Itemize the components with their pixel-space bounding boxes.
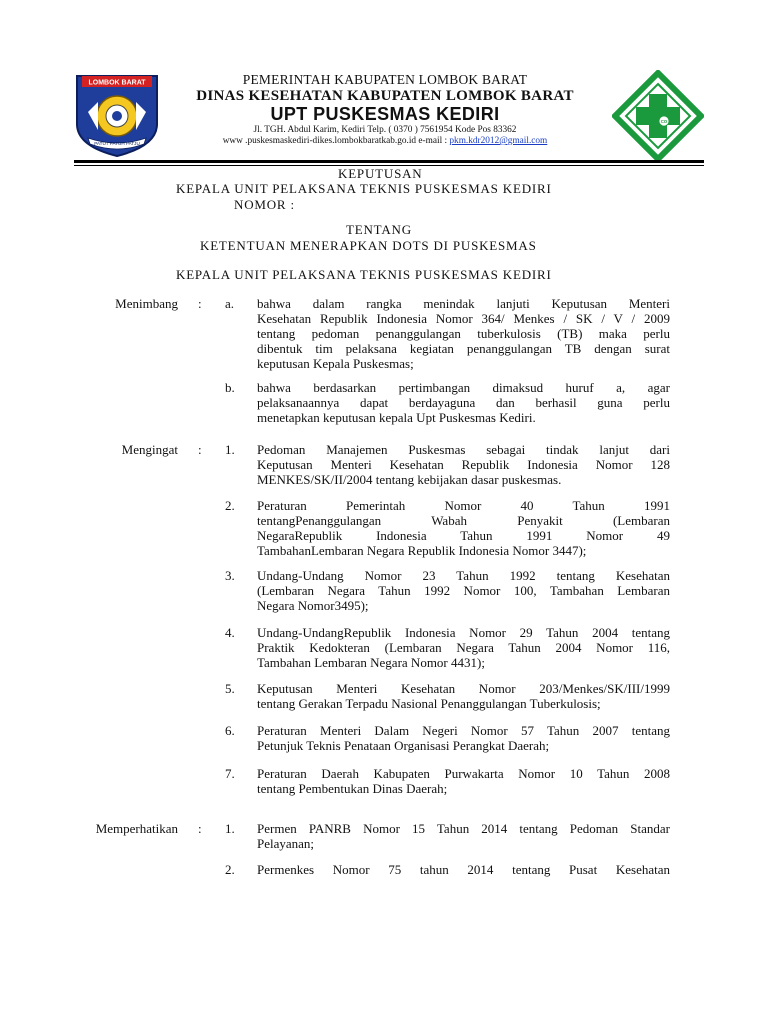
letterhead-puskesmas: UPT PUSKESMAS KEDIRI (270, 104, 500, 124)
logo-co-text: CO (660, 119, 668, 124)
clause-line: Tambahan Lembaran Negara Nomor 4431); (257, 655, 485, 670)
colon: : (198, 821, 202, 836)
doc-type: KEPUTUSAN (338, 166, 423, 181)
clause-line: Peraturan Pemerintah Nomor 40 Tahun 1991 (257, 498, 670, 513)
about-label: TENTANG (346, 222, 412, 237)
clause-line: Petunjuk Teknis Penataan Organisasi Perangkat Daerah; (257, 738, 550, 753)
puskesmas-logo-icon (612, 70, 704, 162)
clause-line: Pelayanan; (257, 836, 315, 851)
clause-marker: 1. (225, 442, 235, 457)
clause-text (257, 568, 670, 613)
section-mengingat: Mengingat (121, 442, 178, 457)
clause-line: Kesehatan Republik Indonesia Nomor 364/ Menkes / SK / V / 2009 (257, 311, 670, 326)
clause-line: menetapkan keputusan kepala Upt Puskesmas Kediri. (257, 410, 536, 425)
clause-line: tentang Pembentukan Dinas Daerah; (257, 781, 448, 796)
clause-line: tentangPenanggulangan Wabah Penyakit (Lembaran (257, 513, 670, 528)
letterhead-address: Jl. TGH. Abdul Karim, Kediri Telp. ( 0370 ) 7561954 Kode Pos 83362 (253, 125, 517, 135)
letterhead-office: DINAS KESEHATAN KABUPATEN LOMBOK BARAT (196, 88, 574, 104)
colon: : (198, 442, 202, 457)
doc-number: NOMOR : (234, 197, 295, 212)
clause-line: Keputusan Menteri Kesehatan Nomor 203/Menkes/SK/III/1999 (257, 681, 670, 696)
clause-line: Peraturan Menteri Dalam Negeri Nomor 57 Tahun 2007 tentang (257, 723, 670, 738)
clause-line: Peraturan Daerah Kabupaten Purwakarta Nomor 10 Tahun 2008 (257, 766, 670, 781)
clause-marker: 1. (225, 821, 235, 836)
clause-text (257, 766, 670, 796)
clause-line: keputusan Kepala Puskesmas; (257, 356, 414, 371)
clause-marker: 2. (225, 862, 235, 877)
clause-text (257, 723, 670, 753)
clause-line: tentang Gerakan Terpadu Nasional Penanggulangan Tuberkulosis; (257, 696, 601, 711)
clause-text (257, 380, 670, 425)
email-link[interactable]: pkm.kdr2012@gmail.com (449, 136, 548, 146)
issuer-title: KEPALA UNIT PELAKSANA TEKNIS PUSKESMAS KEDIRI (176, 181, 552, 196)
letterhead-rule-thick (74, 160, 704, 163)
clause-text (257, 498, 670, 558)
section-memperhatikan: Memperhatikan (95, 821, 178, 836)
clause-marker: 2. (225, 498, 235, 513)
letterhead-government: PEMERINTAH KABUPATEN LOMBOK BARAT (242, 72, 528, 87)
clause-line: tentang pedoman penanggulangan tuberkulosis (TB) maka perlu (257, 326, 670, 341)
clause-line: (Lembaran Negara Tahun 1992 Nomor 100, Tambahan Lembaran (257, 583, 670, 598)
colon: : (198, 296, 202, 311)
clause-text (257, 862, 670, 877)
clause-line: Permenkes Nomor 75 tahun 2014 tentang Pusat Kesehatan (257, 862, 670, 877)
clause-marker: 4. (225, 625, 235, 640)
emblem-top-text: LOMBOK BARAT (88, 79, 146, 87)
clause-line: MENKES/SK/II/2004 tentang kebijakan dasar puskesmas. (257, 472, 562, 487)
clause-line: Undang-Undang Nomor 23 Tahun 1992 tentang Kesehatan (257, 568, 670, 583)
clause-line: bahwa dalam rangka menindak lanjuti Keputusan Menteri (257, 296, 670, 311)
clause-line: bahwa berdasarkan pertimbangan dimaksud huruf a, agar (257, 380, 670, 395)
doc-subject: KETENTUAN MENERAPKAN DOTS DI PUSKESMAS (200, 238, 537, 253)
clause-line: TambahanLembaran Negara Republik Indonesia Nomor 3447); (257, 543, 587, 558)
clause-line: NegaraRepublik Indonesia Tahun 1991 Nomor 49 (257, 528, 670, 543)
emblem-motto-text: PATUT PATUH PATJU (94, 141, 140, 146)
clause-marker: 5. (225, 681, 235, 696)
regency-emblem (74, 72, 160, 158)
clause-line: Keputusan Menteri Kesehatan Republik Indonesia Nomor 128 (257, 457, 670, 472)
clause-text (257, 442, 670, 487)
clause-line: dibentuk tim pelaksana kegiatan penanggulangan TB dengan surat (257, 341, 670, 356)
clause-marker: 3. (225, 568, 235, 583)
clause-line: Pedoman Manajemen Puskesmas sebagai tindak lanjut dari (257, 442, 670, 457)
clause-marker: b. (225, 380, 235, 395)
letterhead-contact (160, 136, 610, 146)
clause-marker: 7. (225, 766, 235, 781)
section-menimbang: Menimbang (115, 296, 178, 311)
issuer-title-2: KEPALA UNIT PELAKSANA TEKNIS PUSKESMAS KEDIRI (176, 267, 552, 282)
clause-text (257, 821, 670, 851)
clause-marker: 6. (225, 723, 235, 738)
clause-text (257, 296, 670, 371)
website-text: www .puskesmaskediri-dikes.lombokbaratkab.go.id e-mail : (222, 136, 450, 146)
clause-line: Undang-UndangRepublik Indonesia Nomor 29 Tahun 2004 tentang (257, 625, 670, 640)
clause-marker: a. (225, 296, 235, 311)
clause-line: Negara Nomor3495); (257, 598, 369, 613)
clause-line: Permen PANRB Nomor 15 Tahun 2014 tentang Pedoman Standar (257, 821, 670, 836)
clause-text (257, 681, 670, 711)
clause-line: pelaksanaannya dapat berdayaguna dan berhasil guna perlu (257, 395, 670, 410)
clause-line: Praktik Kedokteran (Lembaran Negara Tahun 2004 Nomor 116, (257, 640, 670, 655)
clause-text (257, 625, 670, 670)
